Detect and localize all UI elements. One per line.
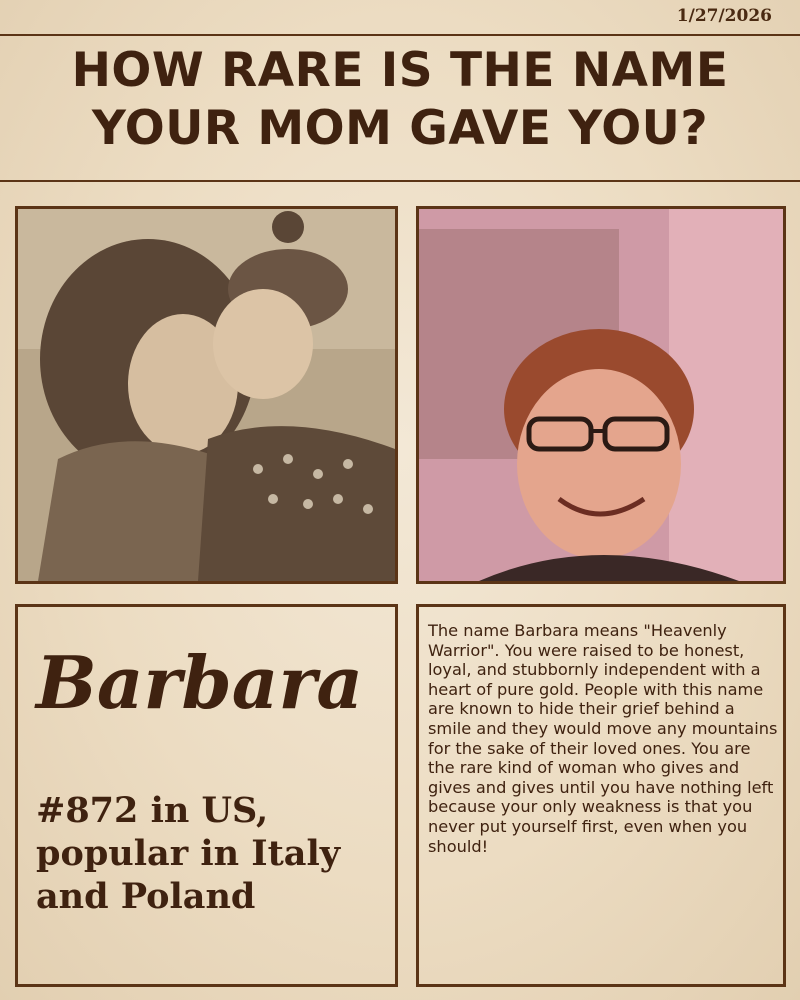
name-card <box>15 604 398 987</box>
vintage-photo <box>15 206 398 584</box>
name-rank: #872 in US, popular in Italy and Poland <box>36 790 341 917</box>
bottom-rule <box>0 180 800 182</box>
modern-photo <box>416 206 786 584</box>
description-card <box>416 604 786 987</box>
date-label: 1/27/2026 <box>676 6 772 26</box>
modern-photo-image <box>419 209 783 581</box>
name-description: The name Barbara means "Heavenly Warrior". You were raised to be honest, loyal, and stubbornly independent with a heart of pure gold. People with this name are known to hide their grief behind a smile and they would move any mountains for the sake of their loved ones. You are the rare kind of woman who gives and gives and gives until you have nothing left because your only weakness is that you never put yourself first, even when you should! <box>428 621 778 856</box>
vintage-photo-image <box>18 209 395 581</box>
name-title: Barbara <box>36 640 364 725</box>
headline: HOW RARE IS THE NAME YOUR MOM GAVE YOU? <box>71 43 729 156</box>
top-rule <box>0 34 800 36</box>
